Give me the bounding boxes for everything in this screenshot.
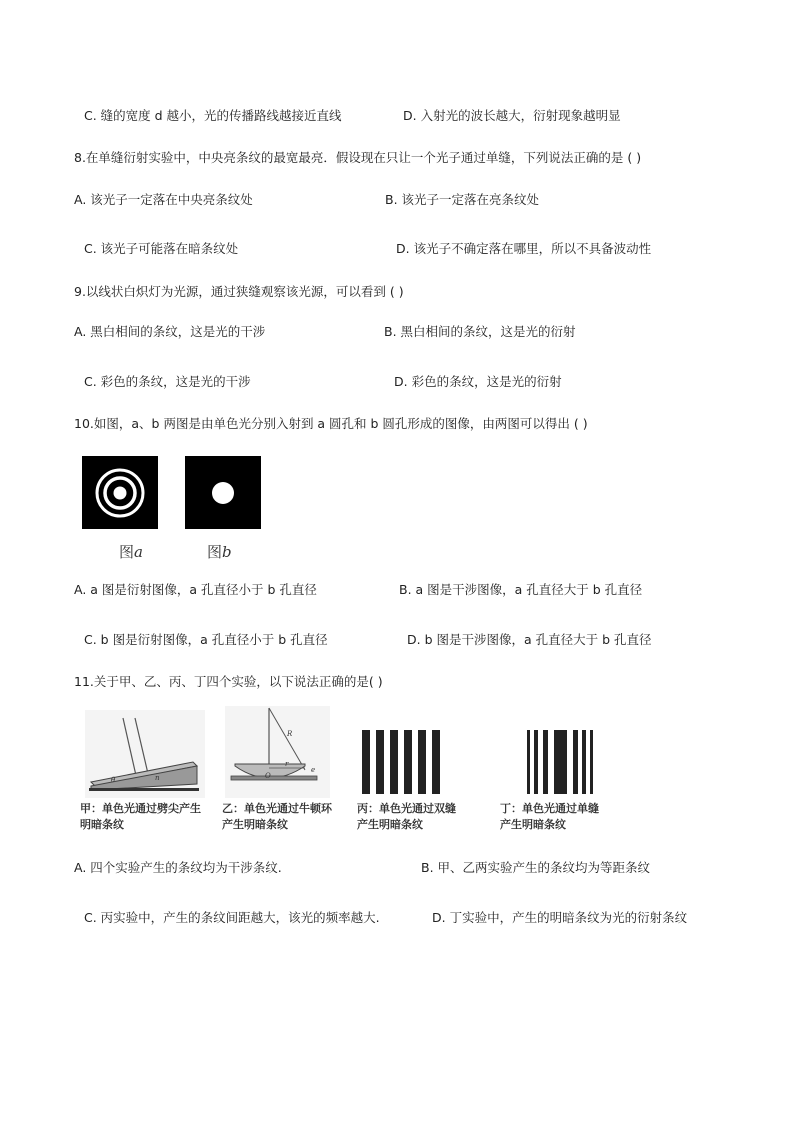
q10-option-c: C. b 图是衍射图像，a 孔直径小于 b 孔直径 <box>84 632 328 647</box>
experiment-yi-newton-rings-figure <box>225 706 330 798</box>
q9-option-d: D. 彩色的条纹，这是光的衍射 <box>394 374 562 389</box>
experiment-jia-wedge-figure <box>85 710 205 798</box>
e-label: e <box>311 766 316 774</box>
q8-option-c: C. 该光子可能落在暗条纹处 <box>84 241 239 256</box>
figure-b-caption: 图b <box>207 543 232 561</box>
experiment-ding-single-slit-fringes <box>524 728 596 796</box>
q11-option-a: A. 四个实验产生的条纹均为干涉条纹. <box>74 860 282 875</box>
experiment-ding-caption-line1: 丁：单色光通过单缝 <box>500 802 599 815</box>
q8-option-d: D. 该光子不确定落在哪里，所以不具备波动性 <box>396 241 652 256</box>
q10-option-b: B. a 图是干涉图像，a 孔直径大于 b 孔直径 <box>399 582 643 597</box>
experiment-jia-caption-line1: 甲：单色光通过劈尖产生 <box>80 802 201 815</box>
q8-stem: 8.在单缝衍射实验中，中央亮条纹的最宽最亮．假设现在只让一个光子通过单缝，下列说法正确的是 ( ) <box>74 150 642 165</box>
n-label: n <box>155 774 160 782</box>
q9-option-c: C. 彩色的条纹，这是光的干涉 <box>84 374 251 389</box>
figure-a-diffraction-rings <box>82 456 158 529</box>
experiment-yi-caption-line2: 产生明暗条纹 <box>222 818 288 831</box>
figure-a-caption: 图a <box>119 543 143 561</box>
figure-b-light-spot <box>185 456 261 529</box>
q8-option-b: B. 该光子一定落在亮条纹处 <box>385 192 540 207</box>
q10-option-a: A. a 图是衍射图像，a 孔直径小于 b 孔直径 <box>74 582 317 597</box>
experiment-ding-caption-line2: 产生明暗条纹 <box>500 818 566 831</box>
experiment-jia-caption-line2: 明暗条纹 <box>80 818 124 831</box>
q8-option-a: A. 该光子一定落在中央亮条纹处 <box>74 192 253 207</box>
R-label: R <box>287 730 293 738</box>
r-label: r <box>285 760 289 768</box>
O-label: O <box>265 772 271 780</box>
q9-option-b: B. 黑白相间的条纹，这是光的衍射 <box>384 324 576 339</box>
q9-option-a: A. 黑白相间的条纹，这是光的干涉 <box>74 324 266 339</box>
experiment-bing-caption-line1: 丙：单色光通过双缝 <box>357 802 456 815</box>
q11-option-c: C. 丙实验中，产生的条纹间距越大，该光的频率越大. <box>84 910 380 925</box>
q10-option-d: D. b 图是干涉图像，a 孔直径大于 b 孔直径 <box>407 632 652 647</box>
q7-option-c: C. 缝的宽度 d 越小，光的传播路线越接近直线 <box>84 108 342 123</box>
q9-stem: 9.以线状白炽灯为光源，通过狭缝观察该光源，可以看到 ( ) <box>74 284 404 299</box>
q7-option-d: D. 入射光的波长越大，衍射现象越明显 <box>403 108 621 123</box>
experiment-bing-double-slit-fringes <box>358 728 450 796</box>
experiment-yi-caption-line1: 乙：单色光通过牛顿环 <box>222 802 332 815</box>
q10-stem: 10.如图，a、b 两图是由单色光分别入射到 a 圆孔和 b 圆孔形成的图像，由两图可以得出 ( ) <box>74 416 588 431</box>
q11-stem: 11.关于甲、乙、丙、丁四个实验，以下说法正确的是( ) <box>74 674 383 689</box>
experiment-bing-caption-line2: 产生明暗条纹 <box>357 818 423 831</box>
q11-option-b: B. 甲、乙两实验产生的条纹均为等距条纹 <box>421 860 651 875</box>
q11-option-d: D. 丁实验中，产生的明暗条纹为光的衍射条纹 <box>432 910 688 925</box>
theta-label: θ <box>111 776 116 784</box>
